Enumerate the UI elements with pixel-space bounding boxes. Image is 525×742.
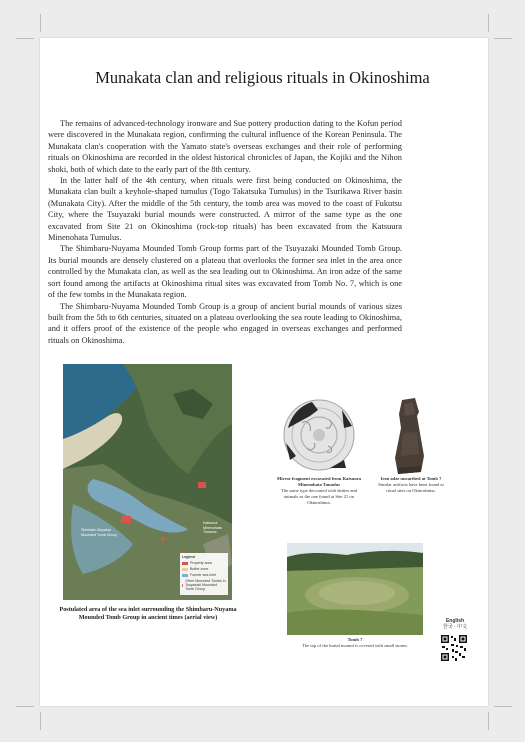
property-area-swatch [182, 562, 188, 565]
language-label: English [445, 618, 465, 624]
legend-title: Legend [182, 555, 195, 559]
other-languages: 한국 · 中文 [442, 624, 468, 630]
legend-item: Buffer zone [182, 567, 226, 571]
legend-item: Property area [182, 561, 226, 565]
mirror-fragment-image [282, 398, 356, 472]
legend-item: Other Mounded Tombs in Tsuyazaki Mounded Tomb Group [182, 579, 226, 591]
crop-mark [16, 38, 34, 39]
crop-mark [16, 706, 34, 707]
mirror-caption: Mirror fragment excavated from Katsuura Minenohata Tumulus The same type decorated with deities and animals as the one found at Site 21 on Okinoshima. [276, 476, 362, 505]
iron-adze-image [393, 398, 427, 474]
crop-mark [40, 14, 41, 32]
tomb-7-photo [287, 543, 423, 635]
crop-mark [494, 706, 512, 707]
paragraph: In the latter half of the 4th century, when rituals were first being conducted on Okinoshima, the Munakata clan built a keyhole-shaped tumulus (Togo Takatsuka Tumulus) in the Tsurikawa River basin (Munakata City). After the middle of the 5th century, the tomb area was moved to the coast of Fukutsu City, where the Tsuyazaki burial mounds were constructed. A mirror of the same type as the one excavated from Site 21 on Okinoshima (rock-top rituals) has been excavated from the Katsuura Minenohata Tumulus. [48, 176, 402, 243]
crop-mark [494, 38, 512, 39]
map-label-tomb-group: Shimbaru-Nuyama Mounded Tomb Group [81, 528, 117, 537]
buffer-zone-swatch [182, 568, 188, 571]
page-title: Munakata clan and religious rituals in Okinoshima [95, 68, 430, 87]
qr-code-icon[interactable] [440, 634, 468, 662]
paragraph: The Shimbaru-Nuyama Mounded Tomb Group is a group of ancient burial mounds of various sizes built from the 5th to 6th centuries, situated on a plateau overlooking the sea route leading to Okinoshima, and it offers proof of the existence of the people who engaged in overseas exchanges and performed rituals on Okinoshima. [48, 301, 402, 345]
map-label-katsuura: Katsuura Minenohata Tumulus [203, 521, 222, 534]
language-selector [435, 618, 475, 630]
paragraph: The remains of advanced-technology ironware and Sue pottery production dating to the Kofun period were discovered in the Munakata region, confirming the cultural influence of the Korean Peninsula. The Munakata clan's cooperation with the Yamato state's overseas exchanges and their role of performing rituals on Okinoshima are recorded in the oldest historical chronicles of Japan, the Kojiki and the Nihon shoki, both of which date to the early part of the 8th century. [48, 119, 402, 174]
map-caption: Postulated area of the sea inlet surrounding the Shimbaru-Nuyama Mounded Tomb Group in ancient times (aerial view) [59, 606, 237, 621]
paragraph: The Shimbaru-Nuyama Mounded Tomb Group forms part of the Tsuyazaki Mounded Tomb Group. Its burial mounds are densely clustered on a plateau that overlooks the former sea inlet in the area once controlled by the Munakata clan, as well as the sea leading out to Okinoshima. An iron adze of the same sort found among the artifacts at Okinoshima ritual sites was excavated from Tomb No. 7, which is one of the few tombs in the Munakata region. [48, 244, 402, 300]
body-text [48, 118, 402, 346]
tomb-caption: Tomb 7 The top of the burial mound is covered with small stones. [302, 637, 408, 648]
crop-mark [488, 712, 489, 730]
former-sea-swatch [182, 574, 188, 577]
map-legend [180, 553, 228, 595]
crop-mark [40, 712, 41, 730]
crop-mark [488, 14, 489, 32]
other-tombs-swatch [182, 584, 183, 587]
adze-caption: Iron adze unearthed at Tomb 7 Similar artifacts have been found at ritual sites on Okinoshima. [378, 476, 444, 493]
legend-item: Former sea inlet [182, 573, 226, 577]
